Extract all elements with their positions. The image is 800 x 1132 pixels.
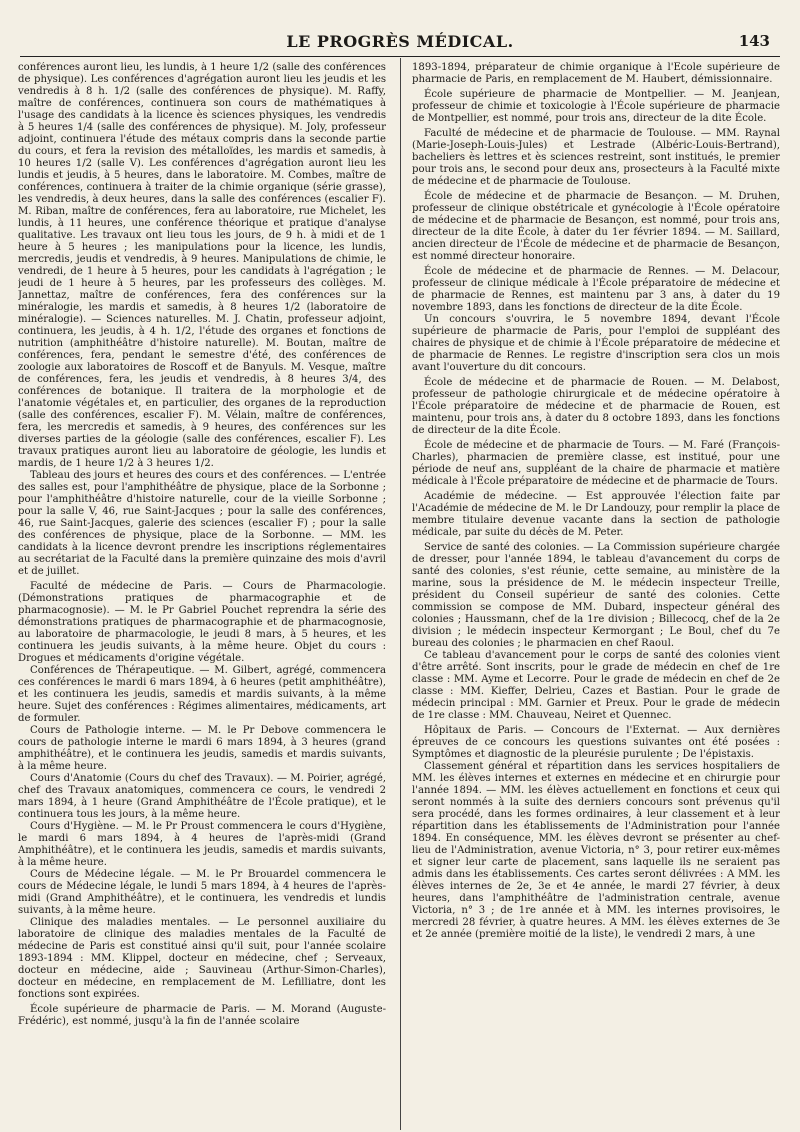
paragraph: conférences auront lieu, les lundis, à 1 heure 1/2 (salle des conférences de physique). Les conférences d'agrégation auront lieu les jeudis et les vendredis à 8 h. 1/2 (salle des conférences de physique). M. Raffy, maître de conférences, continuera son cours de mathématiques à l'usage des candidats à la licence ès sciences physiques, les vendredis à 5 heures 1/4 (salle des conférences de physique). M. Joly, professeur adjoint, continuera l'étude des métaux compris dans la seconde partie du cours, et fera la revision des métalloïdes, les mardis et samedis, à 10 heures 1/2 (salle V). Les conférences d'agrégation auront lieu les lundis et jeudis, à 5 heures, dans le laboratoire. M. Combes, maître de conférences, continuera à traiter de la chimie organique (série grasse), les vendredis, à deux heures, dans la salle des conférences (escalier F). M. Riban, maître de conférences, fera au laboratoire, rue Michelet, les lundis, à 11 heures, une conférence théorique et pratique d'analyse qualitative. Les travaux ont lieu tous les jours, de 9 h. à midi et de 1 heure à 5 heures ; les manipulations pour la licence, les lundis, mercredis, jeudis et vendredis, à 9 heures. Manipulations de chimie, le vendredi, de 1 heure à 5 heures, pour les candidats à l'agrégation ; le jeudi de 1 heure à 5 heures, par les professeurs des collèges. M. Jannettaz, maître de conférences, fera des conférences sur la minéralogie, les mardis et samedis, à 8 heures 1/2 (laboratoire de minéralogie). — Sciences naturelles. M. J. Chatin, professeur adjoint, continuera, les jeudis, à 4 h. 1/2, l'étude des organes et fonctions de nutrition (amphithéâtre d'histoire naturelle). M. Boutan, maître de conférences, fera, pendant le semestre d'été, des conférences de zoologie aux laboratoires de Roscoff et de Banyuls. M. Vesque, maître de conférences, fera, les jeudis et vendredis, à 8 heures 3/4, des conférences de botanique. Il traitera de la morphologie et de l'anatomie végétales et, en particulier, des organes de la reproduction (salle des conférences, escalier F). M. Vélain, maître de conférences, fera, les mercredis et samedis, à 9 heures, des conférences sur les diverses parties de la géologie (salle des conférences, escalier F). Les travaux pratiques auront lieu au laboratoire de géologie, les lundis et mardis, de 1 heure 1/2 à 3 heures 1/2.: [18, 62, 386, 469]
paragraph: Hôpitaux de Paris. — Concours de l'Externat. — Aux dernières épreuves de ce concours les questions suivantes ont été posées : Symptômes et diagnostic de la pleurésie purulente ; De l'épistaxis.: [412, 725, 780, 760]
paragraph: Clinique des maladies mentales. — Le personnel auxiliaire du laboratoire de clinique des maladies mentales de la Faculté de médecine de Paris est constitué ainsi qu'il suit, pour l'année scolaire 1893-1894 : MM. Klippel, docteur en médecine, chef ; Serveaux, docteur en médecine, aide ; Sauvineau (Arthur-Simon-Charles), docteur en médecine, en remplacement de M. Lefilliatre, dont les fonctions sont expirées.: [18, 917, 386, 1000]
journal-title: LE PROGRÈS MÉDICAL.: [286, 32, 514, 51]
paragraph: Faculté de médecine et de pharmacie de Toulouse. — MM. Raynal (Marie-Joseph-Louis-Jules) et Lestrade (Albéric-Louis-Bertrand), bacheliers ès lettres et ès sciences restreint, sont institués, le premier pour trois ans, le second pour deux ans, prosecteurs à la Faculté mixte de médecine et de pharmacie de Toulouse.: [412, 128, 780, 187]
paragraph: Faculté de médecine de Paris. — Cours de Pharmacologie. (Démonstrations pratiques de pharmacographie et de pharmacognosie). — M. le Pr Gabriel Pouchet reprendra la série des démonstrations pratiques de pharmacographie et de pharmacognosie, au laboratoire de pharmacologie, le jeudi 8 mars, à 5 heures, et les continuera les jeudis suivants, à la même heure. Objet du cours : Drogues et médicaments d'origine végétale.: [18, 581, 386, 664]
column-divider: [400, 58, 401, 1130]
paragraph: Cours d'Hygiène. — M. le Pr Proust commencera le cours d'Hygiène, le mardi 6 mars 1894, à 4 heures de l'après-midi (Grand Amphithéâtre), et le continuera les jeudis, samedis et mardis suivants, à la même heure.: [18, 821, 386, 868]
paragraph: École de médecine et de pharmacie de Tours. — M. Faré (François-Charles), pharmacien de première classe, est institué, pour une période de neuf ans, suppléant de la chaire de pharmacie et matière médicale à l'École préparatoire de médecine et de pharmacie de Tours.: [412, 440, 780, 487]
paragraph: École de médecine et de pharmacie de Rouen. — M. Delabost, professeur de pathologie chirurgicale et de médecine opératoire à l'École préparatoire de médecine et de pharmacie de Rouen, est maintenu, pour trois ans, à dater du 8 octobre 1893, dans les fonctions de directeur de la dite École.: [412, 377, 780, 436]
paragraph: 1893-1894, préparateur de chimie organique à l'École supérieure de pharmacie de Paris, en remplacement de M. Haubert, démissionnaire.: [412, 62, 780, 85]
paragraph: École de médecine et de pharmacie de Besançon. — M. Druhen, professeur de clinique obstétricale et gynécologie à l'École opératoire de médecine et de pharmacie de Besançon, est nommé, pour trois ans, directeur de la dite École, à dater du 1er février 1894. — M. Saillard, ancien directeur de l'École de médecine et de pharmacie de Besançon, est nommé directeur honoraire.: [412, 191, 780, 262]
page-number: 143: [738, 32, 770, 50]
paragraph: Cours de Pathologie interne. — M. le Pr Debove commencera le cours de pathologie interne le mardi 6 mars 1894, à 3 heures (grand amphithéâtre), et le continuera les jeudis, samedis et mardis suivants, à la même heure.: [18, 725, 386, 772]
paragraph: Ce tableau d'avancement pour le corps de santé des colonies vient d'être arrêté. Sont inscrits, pour le grade de médecin en chef de 1re classe : MM. Ayme et Lecorre. Pour le grade de médecin en chef de 2e classe : MM. Kieffer, Delrieu, Cazes et Bastian. Pour le grade de médecin principal : MM. Garnier et Preux. Pour le grade de médecin de 1re classe : MM. Chauveau, Neiret et Quennec.: [412, 650, 780, 721]
paragraph: Classement général et répartition dans les services hospitaliers de MM. les élèves internes et externes en médecine et en chirurgie pour l'année 1894. — MM. les élèves actuellement en fonctions et ceux qui seront nommés à la suite des derniers concours sont prévenus qu'il sera procédé, dans les formes ordinaires, à leur classement et à leur répartition dans les établissements de l'Administration pour l'année 1894. En conséquence, MM. les élèves devront se présenter au chef-lieu de l'Administration, avenue Victoria, n° 3, pour retirer eux-mêmes et signer leur carte de placement, sans laquelle ils ne seraient pas admis dans les établissements. Ces cartes seront délivrées : A MM. les élèves internes de 2e, 3e et 4e année, le mardi 27 février, à deux heures, dans l'amphithéâtre de l'administration centrale, avenue Victoria, n° 3 ; de 1re année et à MM. les internes provisoires, le mercredi 28 février, à quatre heures. A MM. les élèves externes de 3e et 2e année (première moitié de la liste), le vendredi 2 mars, à une: [412, 761, 780, 940]
left-column: [18, 62, 386, 1130]
paragraph: Un concours s'ouvrira, le 5 novembre 1894, devant l'École supérieure de pharmacie de Paris, pour l'emploi de suppléant des chaires de physique et de chimie à l'École préparatoire de médecine et de pharmacie de Rennes. Le registre d'inscription sera clos un mois avant l'ouverture du dit concours.: [412, 314, 780, 373]
page-header: [24, 30, 776, 54]
paragraph: École supérieure de pharmacie de Montpellier. — M. Jeanjean, professeur de chimie et toxicologie à l'École supérieure de pharmacie de Montpellier, est nommé, pour trois ans, directeur de la dite École.: [412, 89, 780, 124]
paragraph: École de médecine et de pharmacie de Rennes. — M. Delacour, professeur de clinique médicale à l'École préparatoire de médecine et de pharmacie de Rennes, est maintenu par 3 ans, à dater du 19 novembre 1893, dans les fonctions de directeur de la dite École.: [412, 266, 780, 313]
paragraph: Cours d'Anatomie (Cours du chef des Travaux). — M. Poirier, agrégé, chef des Travaux anatomiques, commencera ce cours, le vendredi 2 mars 1894, à 1 heure (Grand Amphithéâtre de l'École pratique), et le continuera tous les jours, à la même heure.: [18, 773, 386, 820]
paragraph: Cours de Médecine légale. — M. le Pr Brouardel commencera le cours de Médecine légale, le lundi 5 mars 1894, à 4 heures de l'après-midi (Grand Amphithéâtre), et le continuera, les vendredis et lundis suivants, à la même heure.: [18, 869, 386, 916]
paragraph: École supérieure de pharmacie de Paris. — M. Morand (Auguste-Frédéric), est nommé, jusqu'à la fin de l'année scolaire: [18, 1004, 386, 1027]
right-column: [412, 62, 780, 1130]
paragraph: Académie de médecine. — Est approuvée l'élection faite par l'Académie de médecine de M. le Dr Landouzy, pour remplir la place de membre titulaire devenue vacante dans la section de pathologie médicale, par suite du décès de M. Peter.: [412, 491, 780, 538]
paragraph: Conférences de Thérapeutique. — M. Gilbert, agrégé, commencera ces conférences le mardi 6 mars 1894, à 6 heures (petit amphithéâtre), et les continuera les jeudis, samedis et mardis suivants, à la même heure. Sujet des conférences : Régimes alimentaires, médicaments, art de formuler.: [18, 665, 386, 724]
paragraph: Service de santé des colonies. — La Commission supérieure chargée de dresser, pour l'année 1894, le tableau d'avancement du corps de santé des colonies, s'est réunie, cette semaine, au ministère de la marine, sous la présidence de M. le médecin inspecteur Treille, président du Conseil supérieur de santé des colonies. Cette commission se compose de MM. Dubard, inspecteur général des colonies ; Haussmann, chef de la 1re division ; Billecocq, chef de la 2e division ; le médecin inspecteur Kermorgant ; Le Boul, chef du 7e bureau des colonies ; le pharmacien en chef Raoul.: [412, 542, 780, 649]
paragraph: Tableau des jours et heures des cours et des conférences. — L'entrée des salles est, pour l'amphithéâtre de physique, place de la Sorbonne ; pour l'amphithéâtre d'histoire naturelle, cour de la vieille Sorbonne ; pour la salle V, 46, rue Saint-Jacques ; pour la salle des conférences, 46, rue Saint-Jacques, galerie des sciences (escalier F) ; pour la salle des conférences de physique, place de la Sorbonne. — MM. les candidats à la licence devront prendre les inscriptions réglementaires au secrétariat de la Faculté dans la première quinzaine des mois d'avril et de juillet.: [18, 470, 386, 577]
header-rule: [20, 56, 780, 57]
